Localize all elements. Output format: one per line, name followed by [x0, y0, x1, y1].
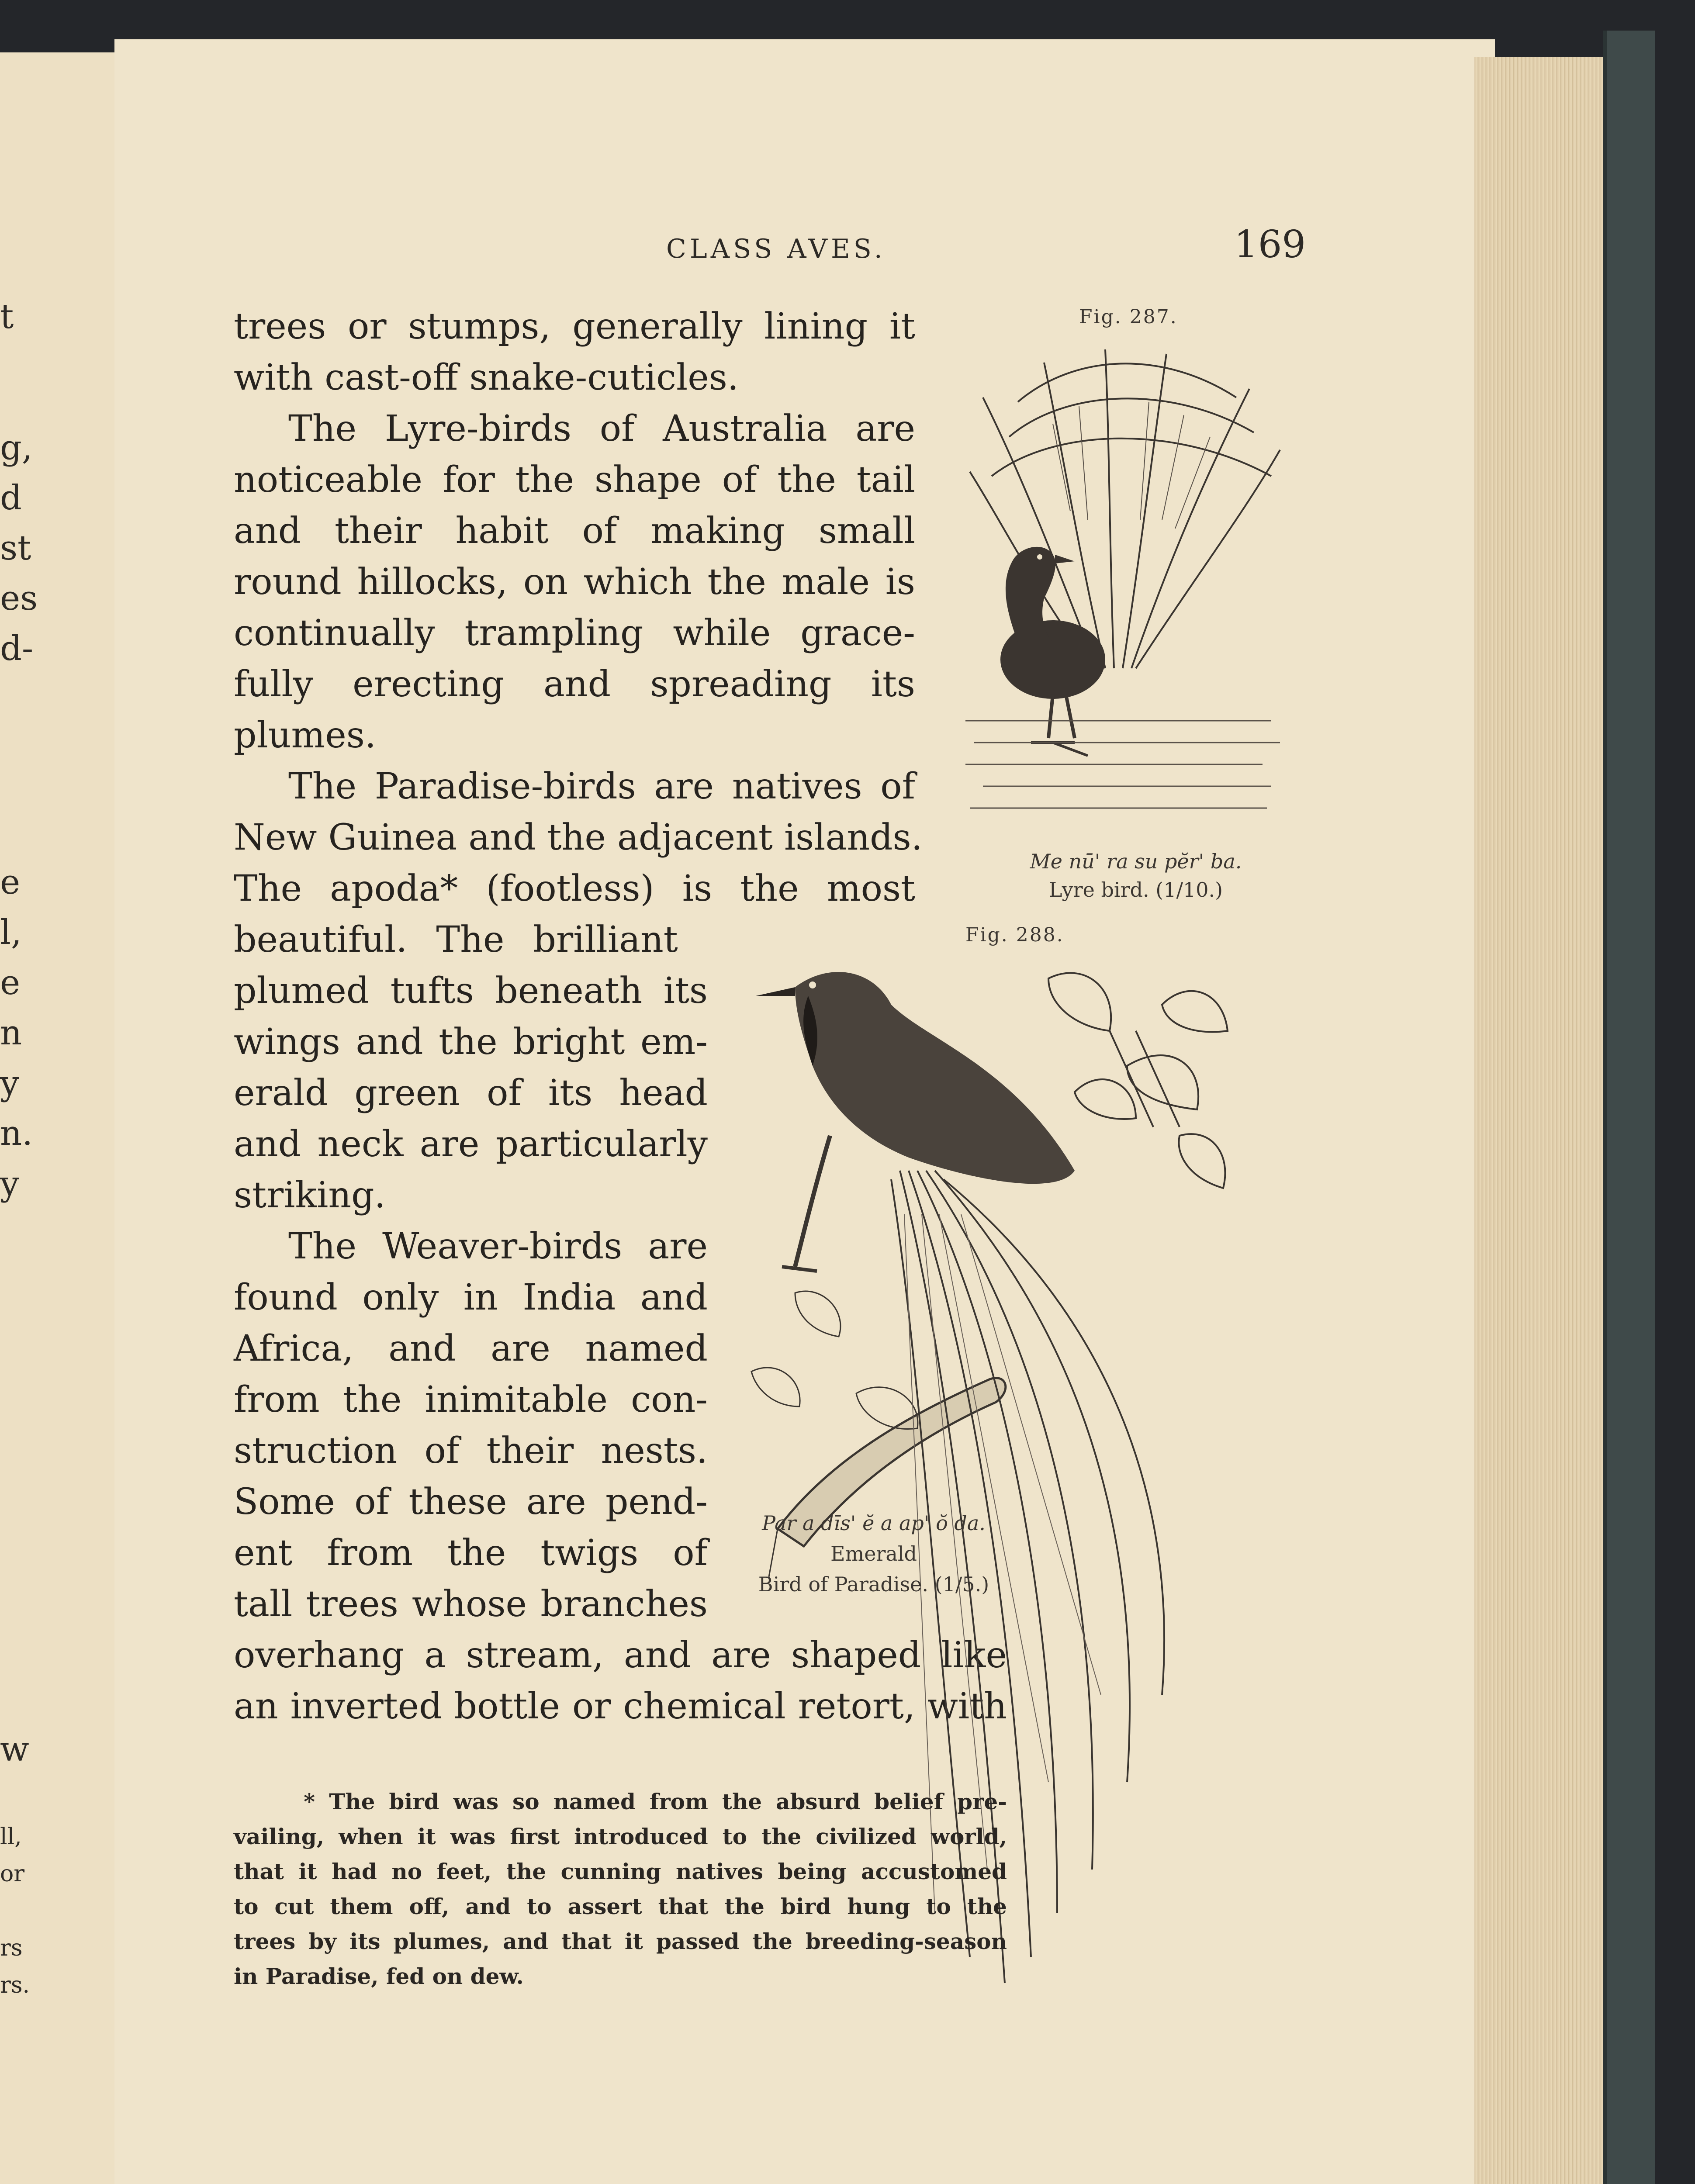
- footnote-line: that it had no feet, the cunning natives being accustomed: [234, 1859, 1007, 1884]
- body-line: striking.: [234, 1175, 386, 1216]
- figure-288-common-name-line-1: Emerald: [830, 1542, 917, 1565]
- body-line: beautiful. The brilliant: [234, 919, 678, 961]
- left-margin-fragment: n: [0, 1013, 22, 1053]
- body-line: overhang a stream, and are shaped like: [234, 1635, 1007, 1676]
- body-line: plumes.: [234, 715, 376, 756]
- figure-288-scientific-name: Par a dīs' ĕ a ap' ŏ da.: [762, 1511, 986, 1535]
- figure-287-label: Fig. 287.: [1079, 306, 1178, 328]
- left-margin-fragment: or: [0, 1861, 25, 1887]
- left-margin-fragment: ll,: [0, 1824, 22, 1850]
- body-line: and neck are particularly: [234, 1123, 708, 1165]
- left-margin-fragment: e: [0, 963, 21, 1002]
- footnote-line: in Paradise, fed on dew.: [234, 1963, 524, 1989]
- left-facing-page: [0, 52, 128, 2184]
- body-line: [234, 408, 915, 449]
- body-line: round hillocks, on which the male is: [234, 561, 915, 603]
- left-margin-fragment: y: [0, 1064, 20, 1103]
- body-line: from the inimitable con-: [234, 1379, 708, 1420]
- body-line: plumed tufts beneath its: [234, 970, 708, 1012]
- left-margin-fragment: l,: [0, 913, 22, 952]
- left-margin-fragment: n.: [0, 1114, 33, 1153]
- body-line: trees or stumps, generally lining it: [234, 306, 915, 347]
- body-line: noticeable for the shape of the tail: [234, 459, 915, 501]
- page-number: 169: [1234, 223, 1306, 266]
- left-margin-fragment: d-: [0, 629, 34, 668]
- left-margin-fragment: g,: [0, 428, 33, 467]
- body-line: wings and the bright em-: [234, 1021, 708, 1063]
- body-line: continually trampling while grace-: [234, 612, 915, 654]
- left-margin-fragment: y: [0, 1164, 20, 1203]
- left-margin-fragment: st: [0, 529, 31, 568]
- lyre-birds-phrase: The Lyre-birds of Australia are: [288, 408, 915, 449]
- body-line: The apoda* (footless) is the most: [234, 868, 915, 909]
- body-line: fully erecting and spreading its: [234, 663, 915, 705]
- figure-287-common-name: Lyre bird. (1/10.): [1048, 878, 1223, 902]
- left-margin-fragment: es: [0, 579, 38, 618]
- footnote-line: * The bird was so named from the absurd belief pre-: [304, 1789, 1007, 1814]
- body-line: found only in India and: [234, 1277, 708, 1318]
- figure-288-common-name-line-2: Bird of Paradise. (1/5.): [758, 1572, 989, 1596]
- left-margin-fragment: d: [0, 478, 22, 518]
- body-line: New Guinea and the adjacent islands.: [234, 817, 923, 858]
- footnote-line: to cut them off, and to assert that the bird hung to the: [234, 1894, 1007, 1919]
- body-line: erald green of its head: [234, 1072, 708, 1114]
- page-edges: [1474, 57, 1605, 2184]
- body-line: The Paradise-birds are natives of: [288, 766, 915, 807]
- body-line: an inverted bottle or chemical retort, with: [234, 1686, 1007, 1727]
- body-line: The Weaver-birds are: [288, 1226, 708, 1267]
- body-line: ent from the twigs of: [234, 1532, 708, 1574]
- body-line: tall trees whose branches: [234, 1583, 708, 1625]
- figure-287-scientific-name: Me nū' ra su pĕr' ba.: [1030, 850, 1242, 873]
- left-margin-fragment: t: [0, 297, 14, 336]
- lyre-bird-illustration: [965, 336, 1293, 839]
- running-head: CLASS AVES.: [666, 234, 886, 264]
- figure-288-label: Fig. 288.: [965, 924, 1064, 946]
- book-cover: [1603, 31, 1655, 2184]
- body-line: Some of these are pend-: [234, 1481, 708, 1523]
- body-line: Africa, and are named: [234, 1328, 708, 1369]
- body-line: struction of their nests.: [234, 1430, 708, 1472]
- footnote-line: vailing, when it was first introduced to the civilized world,: [234, 1824, 1007, 1849]
- footnote-line: trees by its plumes, and that it passed the breeding-season: [234, 1928, 1007, 1954]
- left-margin-fragment: w: [0, 1730, 29, 1769]
- body-line: with cast-off snake-cuticles.: [234, 357, 739, 398]
- left-margin-fragment: rs: [0, 1935, 23, 1961]
- left-margin-fragment: e: [0, 863, 21, 902]
- body-line: and their habit of making small: [234, 510, 915, 552]
- left-margin-fragment: rs.: [0, 1972, 30, 1998]
